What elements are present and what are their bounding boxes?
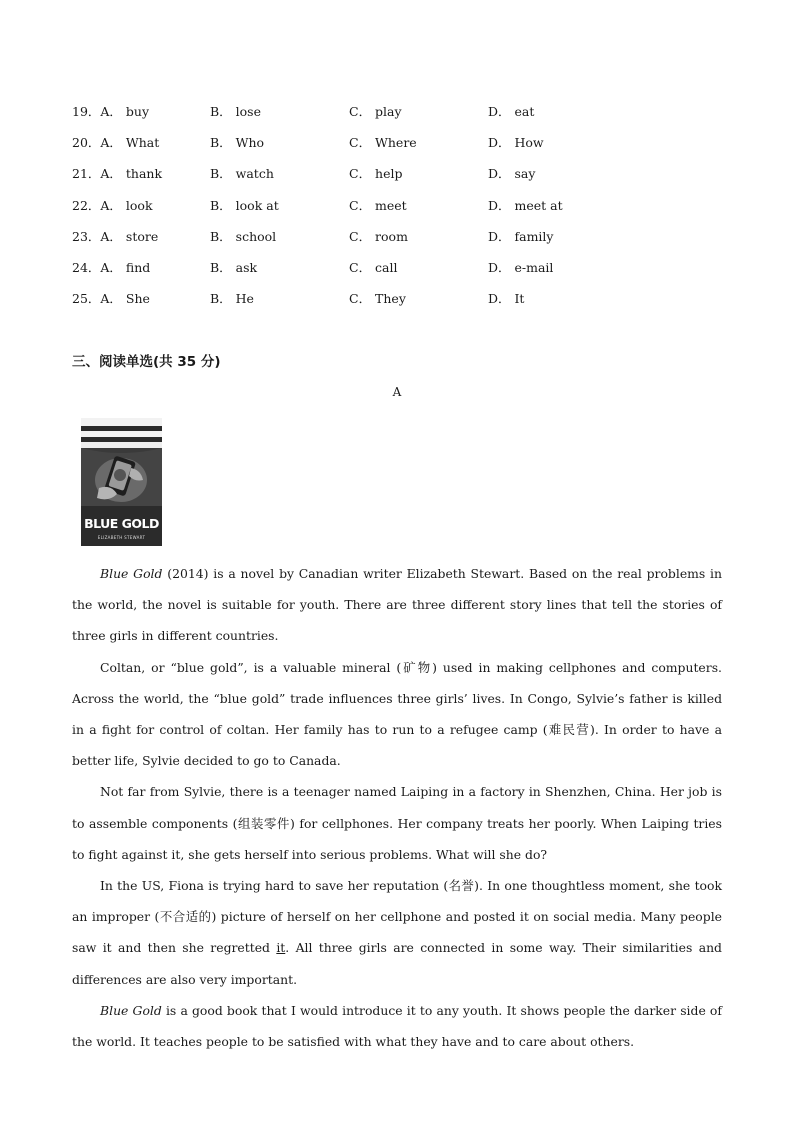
section-title: 三、阅读单选(共 35 分) xyxy=(72,354,221,370)
passage-paragraph-2: Coltan, or “blue gold”, is a valuable mineral (矿物) used in making cellphones and computers. Across the world, the “blue gold” trade influences three girls’ lives. In Congo, Sylvie’s father is killed in a fight for control of coltan. Her family has to run to a refugee camp (难民营). In order to have a better life, Sylvie decided to go to Canada. xyxy=(72,659,722,769)
question-row-23 xyxy=(72,227,712,258)
passage-label: A xyxy=(392,385,402,399)
book-title: Blue Gold xyxy=(100,1002,162,1018)
option-b: B． watch xyxy=(210,166,274,182)
option-a: 22．A． look xyxy=(72,197,153,213)
option-b: B． ask xyxy=(210,259,258,275)
underlined-word: it xyxy=(276,940,286,956)
option-d: D． eat xyxy=(488,104,535,119)
option-b: B． school xyxy=(210,228,277,244)
option-c: C． play xyxy=(349,104,402,119)
option-c: C． meet xyxy=(349,197,407,213)
option-a: 21．A． thank xyxy=(72,166,163,182)
question-row-21 xyxy=(72,164,712,195)
question-options xyxy=(72,102,712,320)
option-a: 25．A． She xyxy=(72,291,150,307)
option-c: C． Where xyxy=(349,135,417,151)
question-row-25 xyxy=(72,289,712,320)
option-a: 19．A． buy xyxy=(72,104,150,119)
book-title: Blue Gold xyxy=(100,566,163,581)
question-row-22 xyxy=(72,196,712,227)
book-cover-image xyxy=(81,418,162,546)
passage-paragraph-3: Not far from Sylvie, there is a teenager named Laiping in a factory in Shenzhen, China. Her job is to assemble components (组装零件) for cellphones. Her company treats her poorly. When Laiping tries to fight against it, she gets herself into serious problems. What will she do? xyxy=(72,784,722,862)
option-a: 20．A． What xyxy=(72,135,160,151)
book-cover-title: BLUE GOLD xyxy=(84,516,159,531)
option-c: C． help xyxy=(349,166,403,182)
option-b: B． Who xyxy=(210,135,265,151)
option-d: D． e-mail xyxy=(488,259,554,275)
book-cover-author: ELIZABETH STEWART xyxy=(97,535,146,540)
question-row-20 xyxy=(72,133,712,164)
option-c: C． call xyxy=(349,259,398,275)
option-b: B． He xyxy=(210,291,254,307)
question-row-19 xyxy=(72,102,712,133)
option-d: D． How xyxy=(488,135,544,151)
reading-passage xyxy=(72,558,722,1057)
passage-paragraph-5: Blue Gold is a good book that I would introduce it to any youth. It shows people the darker side of the world. It teaches people to be satisfied with what they have and to care about others. xyxy=(72,1002,722,1050)
passage-paragraph-1: Blue Gold (2014) is a novel by Canadian writer Elizabeth Stewart. Based on the real problems in the world, the novel is suitable for youth. There are three different story lines that tell the stories of three girls in different countries. xyxy=(72,566,722,644)
option-d: D． family xyxy=(488,228,554,244)
option-d: D． say xyxy=(488,166,536,182)
option-c: C． room xyxy=(349,228,408,244)
option-a: 24．A． find xyxy=(72,259,151,275)
option-b: B． lose xyxy=(210,104,261,119)
question-row-24 xyxy=(72,258,712,289)
option-c: C． They xyxy=(349,291,406,307)
option-b: B． look at xyxy=(210,197,279,213)
option-d: D． It xyxy=(488,291,525,307)
passage-paragraph-4: In the US, Fiona is trying hard to save her reputation (名誉). In one thoughtless moment, she took an improper (不合适的) picture of herself on her cellphone and posted it on social media. Many people saw it and then she regretted it. All three girls are connected in some way. Their similarities and differences are also very important. xyxy=(72,878,722,987)
option-d: D． meet at xyxy=(488,197,563,213)
option-a: 23．A． store xyxy=(72,228,159,244)
